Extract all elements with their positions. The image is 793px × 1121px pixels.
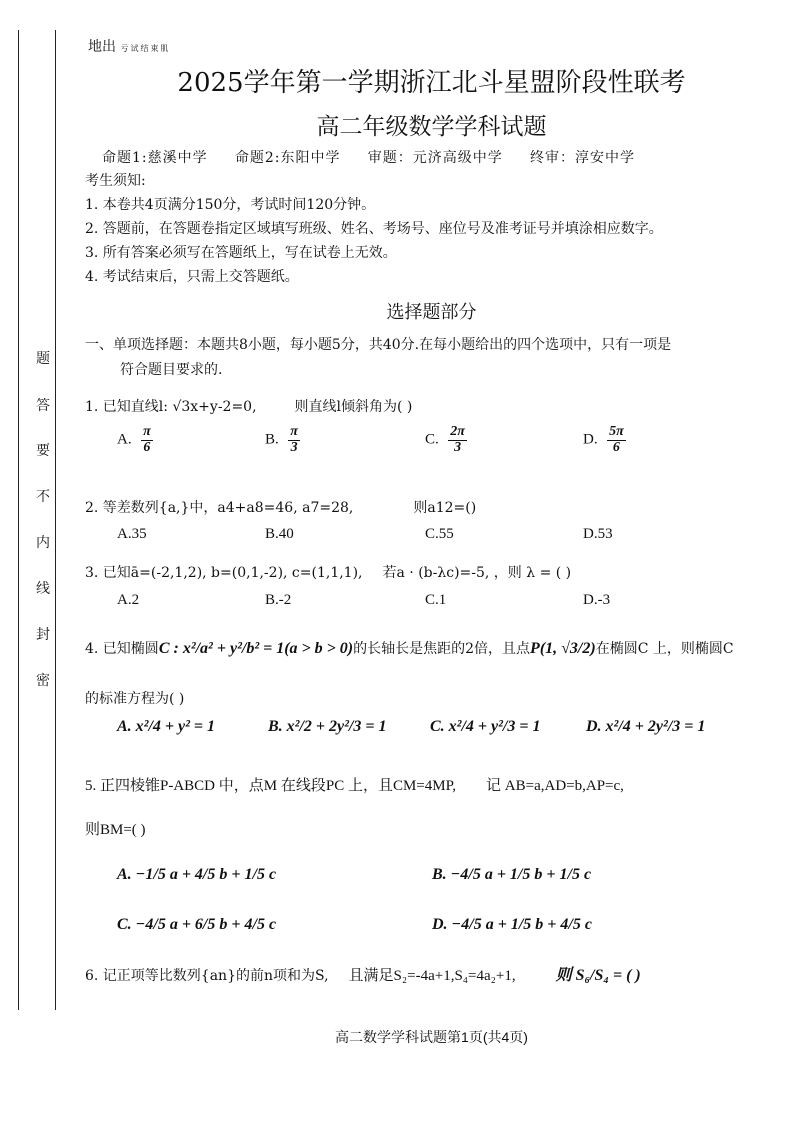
seal-char: 题 [36, 351, 50, 367]
q4-stem: 4. 已知椭圆 [85, 641, 159, 657]
q2-option-d[interactable]: D.53 [583, 526, 613, 542]
q3-option-c[interactable]: C.1 [425, 592, 447, 608]
q4-ellipse-equation: C : x²/a² + y²/b² = 1(a > b > 0) [158, 640, 354, 657]
option-label: A. [117, 431, 132, 448]
seal-char: 封 [36, 627, 50, 643]
q3-option-b[interactable]: B.-2 [265, 592, 292, 608]
notice-item: 1. 本卷共4页满分150分，考试时间120分钟。 [85, 197, 376, 213]
q4-option-b[interactable]: B. x²/2 + 2y²/3 = 1 [268, 718, 387, 735]
header-note-a: 地出 [88, 39, 116, 55]
denominator: 3 [290, 439, 298, 455]
final-reviewer: 终审：淳安中学 [530, 150, 636, 166]
q4-condition: 的长轴长是焦距的2倍，且点 [353, 641, 531, 657]
numerator: π [143, 424, 151, 439]
question-4 [85, 638, 734, 658]
seal-char: 要 [36, 443, 50, 459]
q3-stem: 3. 已知ā=(-2,1,2), b=(0,1,-2), c=(1,1,1), [85, 565, 363, 581]
option-label: C. [425, 431, 439, 448]
notice-item: 2. 答题前，在答题卷指定区域填写班级、姓名、考场号、座位号及准考证号并填涂相应数字。 [85, 221, 663, 237]
q1-ask: 则直线l倾斜角为( ) [294, 399, 413, 415]
q6-condition: 且满足S₂=-4a+1,S₄=4a₂+1, [348, 968, 516, 984]
seal-char: 不 [36, 489, 50, 505]
author-2: 命题2:东阳中学 [234, 150, 341, 166]
q3-option-a[interactable]: A.2 [117, 592, 140, 608]
seal-char: 内 [36, 535, 50, 551]
denominator: 6 [143, 439, 151, 455]
reviewer: 审题：元济高级中学 [367, 150, 503, 166]
q1-option-b[interactable] [265, 425, 302, 455]
option-label: D. [583, 431, 598, 448]
q1-option-a[interactable] [117, 425, 155, 455]
question-3 [85, 562, 571, 582]
q2-option-b[interactable]: B.40 [265, 526, 294, 542]
q6-ask: 则 S₆/S₄ = ( ) [555, 967, 641, 984]
q5-option-b[interactable]: B. −4/5 a + 1/5 b + 1/5 c [432, 866, 592, 883]
option-label: B. [265, 431, 279, 448]
author-1: 命题1:慈溪中学 [102, 150, 208, 166]
q4-option-c[interactable]: C. x²/4 + y²/3 = 1 [430, 718, 541, 735]
question-6 [85, 962, 641, 985]
q5-option-c[interactable]: C. −4/5 a + 6/5 b + 4/5 c [117, 916, 277, 933]
q1-stem: 1. 已知直线l: √3x+y-2=0, [85, 399, 257, 415]
q5-option-a[interactable]: A. −1/5 a + 4/5 b + 1/5 c [117, 866, 277, 883]
q4-end: 在椭圆C 上，则椭圆C [595, 641, 734, 657]
seal-char: 答 [36, 398, 50, 414]
fraction [448, 425, 467, 455]
q4-option-a[interactable]: A. x²/4 + y² = 1 [117, 718, 216, 735]
q5-vectors: 记 AB=a,AD=b,AP=c, [486, 778, 624, 794]
q5-line2: 则BM=( ) [85, 822, 146, 838]
q1-option-d[interactable] [583, 425, 628, 455]
exam-title: 2025学年第一学期浙江北斗星盟阶段性联考 [177, 68, 686, 98]
q5-stem: 5. 正四棱锥P-ABCD 中，点M 在线段PC 上，且CM=4MP, [85, 778, 457, 794]
q3-option-d[interactable]: D.-3 [583, 592, 611, 608]
fraction [141, 425, 153, 455]
q2-ask: 则a12=() [413, 500, 477, 516]
numerator: 5π [609, 424, 624, 439]
header-note [88, 36, 170, 56]
section-intro: 一、单项选择题：本题共8小题，每小题5分，共40分.在每小题给出的四个选项中，只有一项是 [85, 337, 672, 353]
notice-heading: 考生须知: [85, 173, 146, 189]
q1-option-c[interactable] [425, 425, 469, 455]
denominator: 6 [612, 439, 620, 455]
seal-char: 线 [36, 581, 50, 597]
question-5 [85, 774, 624, 795]
authors-line [102, 147, 635, 167]
margin-line-inner [55, 30, 56, 1010]
seal-char: 密 [36, 673, 50, 689]
q5-option-d[interactable]: D. −4/5 a + 1/5 b + 4/5 c [432, 916, 592, 933]
question-1 [85, 396, 412, 416]
question-2 [85, 497, 476, 517]
page-footer: 高二数学学科试题第1页(共4页) [335, 1029, 528, 1045]
numerator: 2π [450, 424, 465, 439]
fraction [607, 425, 626, 455]
header-note-b: 亏试结束肌 [120, 44, 171, 53]
section-intro-cont: 符合题目要求的. [120, 362, 223, 378]
exam-subtitle: 高二年级数学学科试题 [316, 114, 547, 140]
q6-stem: 6. 记正项等比数列{an}的前n项和为S, [85, 968, 329, 984]
numerator: π [290, 424, 298, 439]
q4-point: P(1, √3/2) [530, 640, 596, 657]
notice-item: 3. 所有答案必须写在答题纸上，写在试卷上无效。 [85, 245, 397, 261]
q4-line2: 的标准方程为( ) [85, 691, 185, 707]
fraction [288, 425, 300, 455]
q2-stem: 2. 等差数列{a,}中，a4+a8=46, a7=28, [85, 500, 354, 516]
section-title: 选择题部分 [386, 302, 477, 323]
notice-item: 4. 考试结束后，只需上交答题纸。 [85, 269, 299, 285]
margin-line-outer [18, 30, 19, 1010]
q2-option-c[interactable]: C.55 [425, 526, 454, 542]
q4-option-d[interactable]: D. x²/4 + 2y²/3 = 1 [586, 718, 706, 735]
q2-option-a[interactable]: A.35 [117, 526, 147, 542]
denominator: 3 [454, 439, 462, 455]
q3-ask: 若a · (b-λc)=-5, ，则 λ = ( ) [382, 565, 572, 581]
